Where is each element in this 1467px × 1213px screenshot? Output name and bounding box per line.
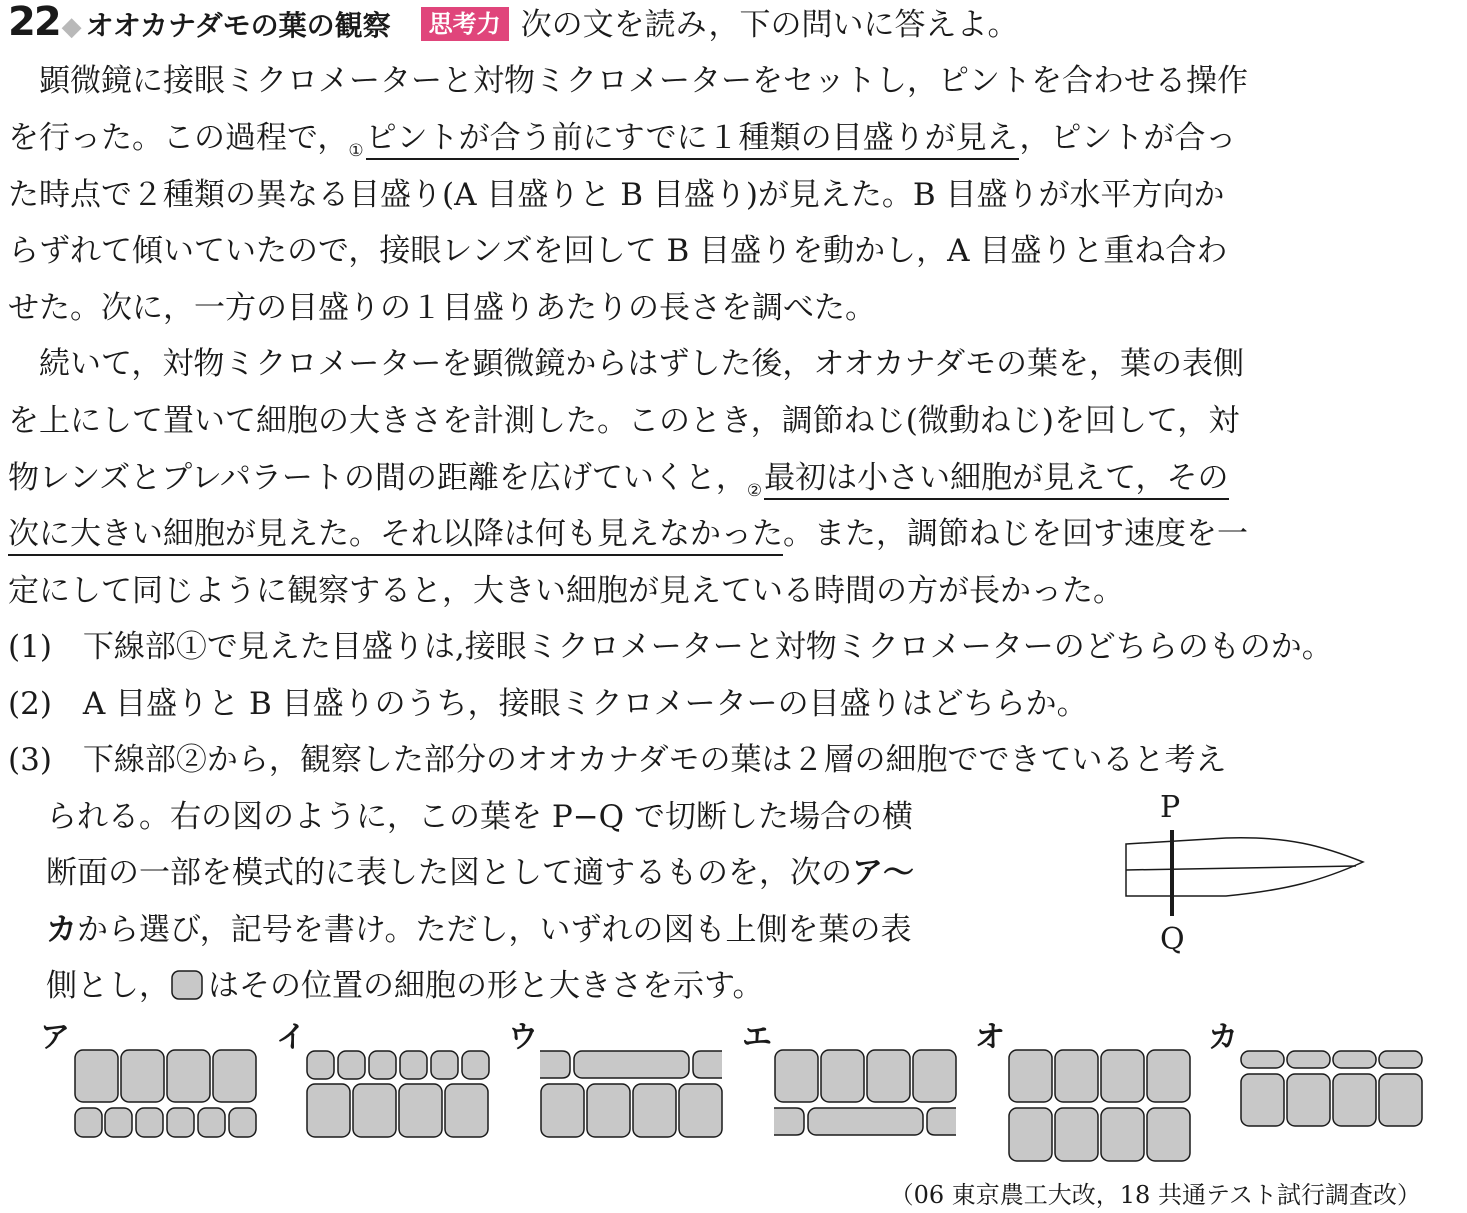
leaf-cross-section-figure bbox=[1118, 790, 1378, 964]
question-3-line bbox=[46, 853, 914, 893]
question-3-line: られる。右の図のように，この葉を P−Q で切断した場合の横 bbox=[46, 799, 913, 835]
question-3: (3) 下線部②から，観察した部分のオオカナダモの葉は２層の細胞でできていると考え bbox=[8, 742, 1227, 778]
skill-tag: 思考力 bbox=[421, 7, 509, 41]
passage-text: を行った。この過程で， bbox=[8, 120, 349, 156]
cell-legend-icon bbox=[170, 969, 204, 1001]
underline-1: ピントが合う前にすでに１種類の目盛りが見え bbox=[366, 120, 1020, 160]
question-number: 22 bbox=[8, 0, 60, 45]
passage-line: 定にして同じように観察すると，大きい細胞が見えている時間の方が長かった。 bbox=[8, 573, 1124, 609]
option-label-i: イ bbox=[276, 1020, 306, 1055]
option-u-cells bbox=[540, 1048, 724, 1140]
question-text: 側とし， bbox=[46, 968, 170, 1004]
passage-line: せた。次に，一方の目盛りの１目盛りあたりの長さを調べた。 bbox=[8, 290, 876, 326]
option-label-o: オ bbox=[975, 1020, 1005, 1055]
passage-line: た時点で２種類の異なる目盛り(A 目盛りと B 目盛り)が見えた。B 目盛りが水平方向か bbox=[8, 177, 1225, 213]
option-a-diagram bbox=[74, 1048, 258, 1140]
passage-line: 続いて，対物ミクロメーターを顕微鏡からはずした後，オオカナダモの葉を，葉の表側 bbox=[8, 346, 1244, 382]
passage-text: 物レンズとプレパラートの間の距離を広げていくと， bbox=[8, 460, 747, 496]
passage-line bbox=[8, 514, 1248, 554]
option-o-diagram bbox=[1008, 1048, 1192, 1166]
option-i-diagram bbox=[306, 1048, 490, 1140]
choice-range-start: ア～ bbox=[852, 855, 914, 891]
option-i-cells bbox=[306, 1048, 490, 1140]
passage-text: ，ピントが合っ bbox=[1019, 120, 1237, 156]
option-u-diagram bbox=[540, 1048, 724, 1140]
underline-marker-1: ① bbox=[348, 141, 364, 161]
option-label-e: エ bbox=[742, 1020, 772, 1055]
option-o-cells bbox=[1008, 1048, 1192, 1166]
question-1: (1) 下線部①で見えた目盛りは,接眼ミクロメーターと対物ミクロメーターのどちらのものか。 bbox=[8, 629, 1333, 665]
passage-text: 。また，調節ねじを回す速度を一 bbox=[783, 516, 1248, 552]
passage-line: を上にして置いて細胞の大きさを計測した。このとき，調節ねじ(微動ねじ)を回して，対 bbox=[8, 403, 1240, 439]
underline-marker-2: ② bbox=[746, 481, 763, 501]
option-label-a: ア bbox=[40, 1020, 70, 1055]
option-label-ka: カ bbox=[1208, 1020, 1238, 1055]
question-text: から選び，記号を書け。ただし，いずれの図も上側を葉の表 bbox=[77, 912, 912, 948]
label-p: P bbox=[1160, 790, 1181, 825]
option-ka-cells bbox=[1240, 1048, 1424, 1140]
question-header bbox=[8, 2, 1018, 47]
passage-line: 顕微鏡に接眼ミクロメーターと対物ミクロメーターをセットし，ピントを合わせる操作 bbox=[8, 63, 1248, 99]
question-text: 断面の一部を模式的に表した図として適するものを，次の bbox=[46, 855, 852, 891]
underline-2-cont: 次に大きい細胞が見えた。それ以降は何も見えなかった bbox=[8, 516, 783, 556]
diamond-icon: ◆ bbox=[61, 12, 82, 42]
passage-line: らずれて傾いていたので，接眼レンズを回して B 目盛りを動かし，A 目盛りと重ね合わ bbox=[8, 233, 1228, 269]
passage-line bbox=[8, 458, 1229, 511]
choice-range-end: カ bbox=[46, 912, 77, 948]
option-a-cells bbox=[74, 1048, 258, 1140]
label-q: Q bbox=[1160, 922, 1185, 957]
question-3-line bbox=[46, 966, 764, 1006]
option-label-u: ウ bbox=[508, 1020, 538, 1055]
instruction-text: 次の文を読み，下の問いに答えよ。 bbox=[520, 7, 1019, 43]
option-e-diagram bbox=[774, 1048, 958, 1140]
option-ka-diagram bbox=[1240, 1048, 1424, 1140]
question-title: オオカナダモの葉の観察 bbox=[85, 9, 391, 42]
option-e-cells bbox=[774, 1048, 958, 1140]
source-citation: （06 東京農工大改，18 共通テスト試行調査改） bbox=[889, 1181, 1421, 1209]
question-3-line bbox=[46, 910, 912, 950]
question-2: (2) A 目盛りと B 目盛りのうち，接眼ミクロメーターの目盛りはどちらか。 bbox=[8, 686, 1088, 722]
leaf-outline bbox=[1118, 794, 1378, 964]
question-text: はその位置の細胞の形と大きさを示す。 bbox=[208, 968, 764, 1004]
passage-line bbox=[8, 118, 1236, 171]
underline-2: 最初は小さい細胞が見えて，その bbox=[764, 460, 1228, 500]
